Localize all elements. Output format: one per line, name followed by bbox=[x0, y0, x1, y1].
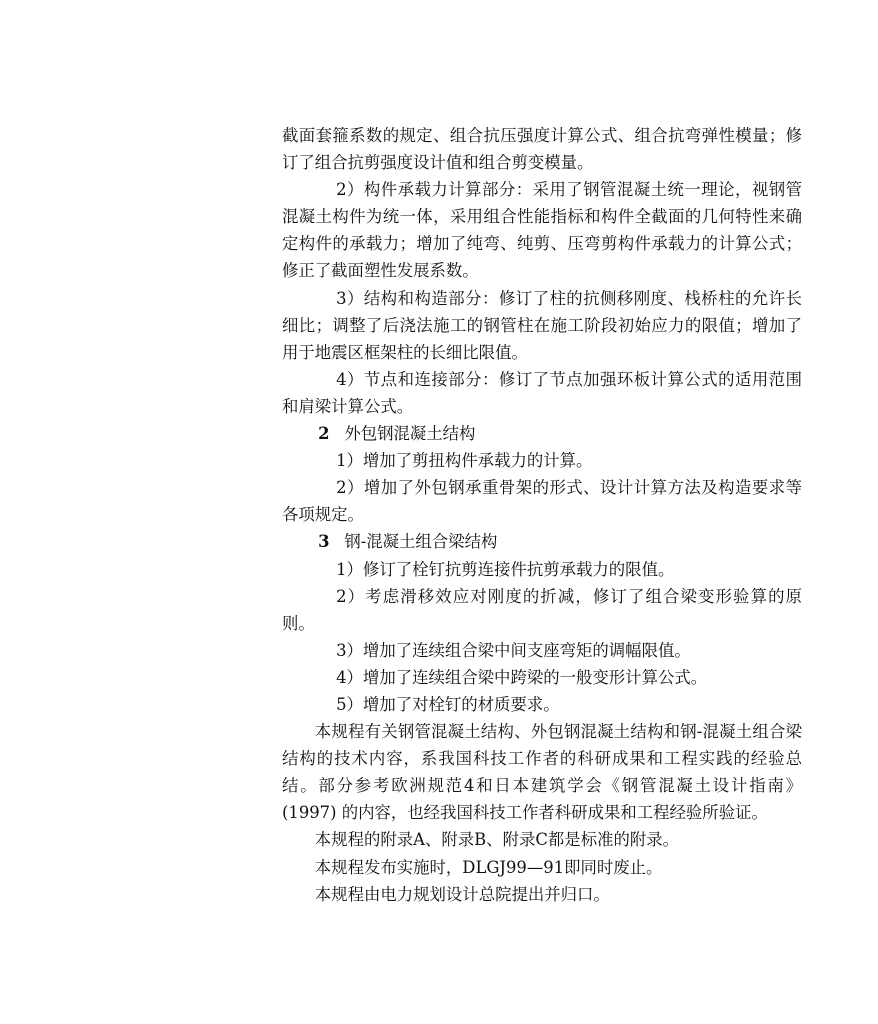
item-stud-limit: 1）修订了栓钉抗剪连接件抗剪承载力的限值。 bbox=[336, 559, 675, 579]
paragraph-appendices: 本规程的附录A、附录B、附录C都是标准的附录。 bbox=[314, 830, 680, 850]
item-stud-material: 5）增加了对栓钉的材质要求。 bbox=[336, 694, 560, 714]
section-heading-3 bbox=[282, 528, 802, 555]
item-structure-detailing: 3）结构和构造部分：修订了柱的抗侧移刚度、栈桥柱的允许长细比；调整了后浇法施工的钢管柱在施工阶段初始应力的限值；增加了用于地震区框架柱的长细比限值。 bbox=[282, 288, 802, 362]
item-steel-skeleton: 2）增加了外包钢承重骨架的形式、设计计算方法及构造要求等各项规定。 bbox=[282, 478, 802, 525]
item-component-capacity: 2）构件承载力计算部分：采用了钢管混凝土统一理论，视钢管混凝土构件为统一体，采用组合性能指标和构件全截面的几何特性来确定构件的承载力；增加了纯弯、纯剪、压弯剪构件承载力的计算公式；修正了截面塑性发展系数。 bbox=[282, 180, 802, 281]
item-joints-connections: 4）节点和连接部分：修订了节点加强环板计算公式的适用范围和肩梁计算公式。 bbox=[282, 369, 802, 416]
paragraph-responsible-body: 本规程由电力规划设计总院提出并归口。 bbox=[314, 884, 610, 904]
section-title: 外包钢混凝土结构 bbox=[344, 424, 476, 444]
paragraph-supersede: 本规程发布实施时，DLGJ99—91即同时废止。 bbox=[314, 857, 663, 877]
paragraph-technical-content: 本规程有关钢管混凝土结构、外包钢混凝土结构和钢-混凝土组合梁结构的技术内容，系我国科技工作者的科研成果和工程实践的经验总结。部分参考欧洲规范4和日本建筑学会《钢管混凝土设计指南》(1997) 的内容，也经我国科技工作者科研成果和工程经验所验证。 bbox=[282, 722, 802, 823]
section-number: 3 bbox=[318, 532, 330, 552]
section-heading-2 bbox=[282, 420, 802, 447]
item-deflection-formula: 4）增加了连续组合梁中跨梁的一般变形计算公式。 bbox=[336, 667, 708, 687]
item-torsion-capacity: 1）增加了剪扭构件承载力的计算。 bbox=[336, 451, 593, 471]
section-title: 钢-混凝土组合梁结构 bbox=[344, 532, 498, 552]
section-number: 2 bbox=[318, 424, 330, 444]
item-moment-redistribution: 3）增加了连续组合梁中间支座弯矩的调幅限值。 bbox=[336, 640, 691, 660]
paragraph-continuation: 截面套箍系数的规定、组合抗压强度计算公式、组合抗弯弹性模量；修订了组合抗剪强度设计值和组合剪变模量。 bbox=[282, 126, 802, 173]
body-text bbox=[282, 122, 802, 908]
item-slip-stiffness: 2）考虑滑移效应对刚度的折减，修订了组合梁变形验算的原则。 bbox=[282, 586, 802, 633]
